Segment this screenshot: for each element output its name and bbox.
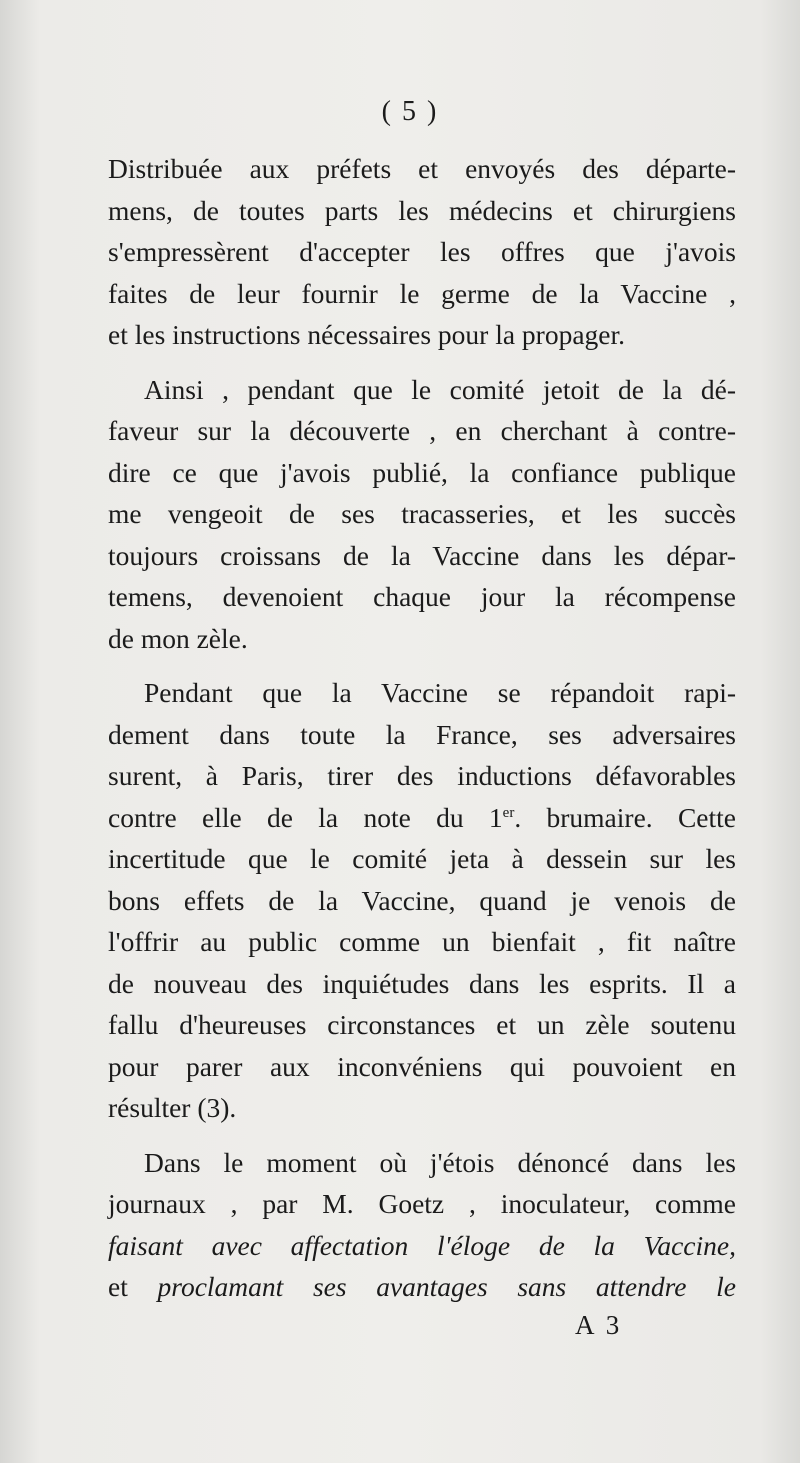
text-run: contre elle de la note du 1: [108, 801, 503, 833]
text-line: dement dans toute la France, ses adversaires: [108, 718, 736, 750]
text-line: temens, devenoient chaque jour la récompense: [108, 581, 736, 612]
italic-text-run: proclamant ses avantages sans attendre le: [157, 1271, 737, 1302]
paragraph-3: [108, 672, 736, 1129]
text-line: de mon zèle.: [108, 622, 248, 654]
text-line: me vengeoit de ses tracasseries, et les succès: [108, 498, 736, 529]
signature-mark: A 3: [575, 1310, 623, 1340]
text-line: surent, à Paris, tirer des inductions défavorables: [108, 760, 736, 791]
text-line: de nouveau des inquiétudes dans les esprits. Il a: [108, 967, 736, 999]
text-line: Pendant que la Vaccine se répandoit rapi-: [144, 677, 736, 708]
text-line: et les instructions nécessaires pour la propager.: [108, 319, 625, 350]
paragraph-1: [108, 148, 736, 356]
text-line: faites de leur fournir le germe de la Vaccine ,: [108, 277, 736, 309]
superscript: er: [502, 804, 515, 821]
text-line-with-superscript: [108, 797, 736, 839]
text-line: bons effets de la Vaccine, quand je venois de: [108, 884, 736, 916]
text-line: journaux , par M. Goetz , inoculateur, comme: [108, 1188, 736, 1219]
paragraph-2: [108, 369, 736, 660]
text-line: mens, de toutes parts les médecins et chirurgiens: [108, 194, 736, 226]
text-line: Ainsi , pendant que le comité jetoit de la dé-: [144, 373, 736, 405]
text-line: toujours croissans de la Vaccine dans les dépar-: [108, 539, 736, 571]
italic-text-line: faisant avec affectation l'éloge de la Vaccine,: [108, 1229, 736, 1261]
text-line: fallu d'heureuses circonstances et un zèle soutenu: [108, 1009, 736, 1040]
text-line: résulter (3).: [108, 1092, 237, 1123]
text-line: Dans le moment où j'étois dénoncé dans les: [144, 1146, 736, 1178]
text-line: Distribuée aux préfets et envoyés des départe-: [108, 153, 736, 184]
mixed-text-line: [108, 1266, 736, 1308]
text-line: dire ce que j'avois publié, la confiance publique: [108, 456, 736, 488]
text-run: . brumaire. Cette: [514, 801, 736, 833]
text-line: faveur sur la découverte , en cherchant à contre-: [108, 415, 736, 446]
text-line: l'offrir au public comme un bienfait , fit naître: [108, 926, 736, 957]
text-line: s'empressèrent d'accepter les offres que j'avois: [108, 236, 736, 267]
text-run: et: [108, 1271, 128, 1302]
text-line: pour parer aux inconvéniens qui pouvoient en: [108, 1050, 736, 1082]
page-number: ( 5 ): [381, 96, 439, 127]
paragraph-4: [108, 1142, 736, 1308]
text-line: incertitude que le comité jeta à dessein sur les: [108, 843, 736, 874]
body-text: [108, 148, 736, 1308]
